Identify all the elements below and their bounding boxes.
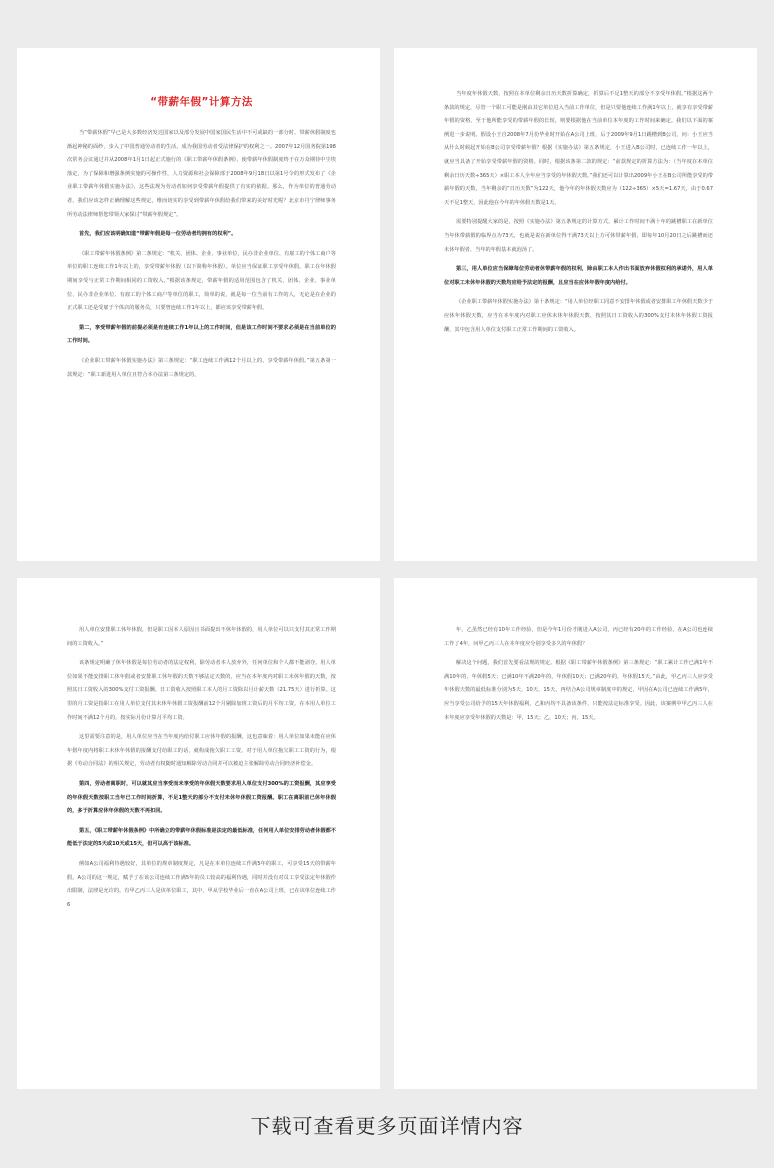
body-paragraph: 当年度年休假天数，按照在本单位剩余日历天数折算确定，折算后不足1整天的部分不享受年休假。”根据这两个条款的规定，尽管一个职工可能是刚由其它单位进入当前工作单位，但是只要他连续工作满1年以上，就享有享受带薪年假的资格。至于他所能享受的带薪年假的长短，则要根据他在当前单位本年度的工作时间来确定。我们以下面的案例进一步说明。假设小王自2008年7月份毕业时开始在A公司上班，后于2009年9月1日跳槽到B公司，问：小王应当从什么时候起开始在B公司享受带薪年假？根据《实施办法》第五条规定，小王进入B公司时，已连续工作一年以上，就应当具备了开始享受带薪年假的资格。同时，根据该条第二款的规定：“前款规定的折算方法为：（当年度在本单位剩余日历天数÷365天）×职工本人全年应当享受的年休假天数。”我们还可以计算出2009年小王在B公司所能享受的带薪年假的天数，当年剩余的“日历天数”为122天，他今年的年休假天数应为（122÷365）×5天=1.67天，由于0.67天不足1整天，因此他在今年的年休假天数是1天。 — [444, 91, 713, 206]
document-page-1 — [17, 48, 380, 561]
document-page-4 — [394, 578, 757, 1089]
section-heading: 第二，享受带薪年假的前提必须是有连续工作1年以上的工作时间，但是该工作时间不要求必须是在当前单位的工作时间。 — [67, 324, 336, 345]
body-paragraph: 该条规定明确了休年休假是每位劳动者的法定权利，除劳动者本人放弃外，任何单位和个人都不能剥夺。用人单位如果不能安排职工休年假或者安排职工休年假的天数不够法定天数的，应当在本年度内对职工未休年假的天数，按照其日工资收入的300%支付工资报酬。日工资收入按照职工本人的月工资除以月计薪天数（21.75天）进行折算。这里的月工资是指职工在用人单位支付其未休年休假工资报酬前12个月剔除加班工资后的月平均工资。在本用人单位工作时间不满12个月的，按实际月份计算月平均工资。 — [67, 660, 336, 721]
body-paragraph: 《企业职工带薪年休假实施办法》第十条规定：“用人单位经职工同意不安排年休假或者安排职工年休假天数少于应休年休假天数，应当在本年度内对职工应休未休年休假天数，按照其日工资收入的300%支付未休年休假工资报酬，其中包含用人单位支付职工正常工作期间的工资收入。 — [444, 299, 713, 333]
body-paragraph: 年，乙虽然已经有10年工作经验，但是今年1月份才刚进入A公司，丙已经有20年的工作经验，在A公司也连续工作了4年，问甲乙丙三人在本年度应分别享受多久的年休假？ — [444, 627, 713, 647]
body-paragraph: 当“带薪休假”早已是大多数经济发达国家以及部分发展中国家国民生活中不可或缺的一部分时，带薪休假制度也渐起神秘的面纱，步入了中国普通劳动者的生活。成为我国劳动者受法律保护的权利之一。2007年12月国务院第198次常务会议通过并从2008年1月1日起正式施行的《职工带薪年休假条例》，使带薪年休假制度终于在万众期待中尘埃落定，为了保障和增强条例实施的可操作性，人力资源和社会保障部于2008年9月18日以第1号令的形式发布了《企业职工带薪年休假实施办法》，这些法规为劳动者如何享受带薪年假提供了有实的依据。那么，作为单位的普通劳动者，我们应该怎样正确理解这些规定，维而切实的享受到带薪年休假给我们带来的美好时光呢？北京市丹宁律师事务所劳动法律师帮您带领大家探讨“带薪年假规定”。 — [67, 130, 336, 218]
download-more-caption[interactable]: 下载可查看更多页面详情内容 — [250, 1114, 524, 1138]
body-paragraph: 《职工带薪年休假条例》第二条规定：“机关、团体、企业、事业单位、民办非企业单位、有雇工的个体工商户等单位的职工连续工作1年以上的，享受带薪年休假（以下简称年休假）。单位应当保证职工享受年休假。职工在年休假期间享受与正常工作期间相同的工资收入。”根据该条规定，带薪年假的适用范围包含了机关、团体、企业、事业单位、民办非企业单位、有雇工的个体工商户等单位的职工，简单的说，就是每一位当前有工作的人，无论是在企业的正式职工还是受雇于个体店的服务员，只要曾连续工作1年以上，都应该享受带薪年假。 — [67, 250, 336, 312]
document-page-2 — [394, 48, 757, 561]
section-heading: 第三，用人单位应当保障每位劳动者休带薪年假的权利，除由职工本人作出书面放弃休假权利的承诺外，用人单位对职工未休年休假的天数均应给予法定的报酬，且应当在应休年假年度内给付。 — [444, 266, 713, 286]
section-heading: 第五，《职工带薪年休假条例》中所确立的带薪年休假标准是法定的最低标准，任何用人单位安排劳动者休假都不能低于法定的5天或10天或15天，但可以高于该标准。 — [67, 827, 336, 848]
section-heading: 首先，我们应该明确知道“带薪年假是每一位劳动者均拥有的权利”。 — [79, 231, 237, 238]
body-paragraph: 《企业职工带薪年休假实施办法》第三条规定：“职工连续工作满12个月以上的，享受带薪年休假。”第五条第一款规定：“职工新进用人单位且符合本办法第三条规定的， — [67, 357, 336, 378]
document-title: “带薪年假”计算方法 — [150, 96, 253, 108]
body-paragraph: 解决这个问题，我们首先要看法规的规定。根据《职工带薪年休假条例》第三条规定：“职工累计工作已满1年不满10年的，年休假5天；已满10年不满20年的，年休假10天；已满20年的，年休假15天。”由此，甲乙丙三人应享受年休假天数的最低标准分别为5天、10天、15天，再结合A公司规章制度中的规定，甲因在A公司已连续工作满5年，应当享受公司给予的15天年休假福利，乙和丙均不具备该条件，只能按法定标准享受。因此，该案例中甲乙丙三人在本年度应享受年休假的天数是：甲，15天；乙，10天；丙，15天。 — [444, 660, 713, 721]
page-4-body — [444, 624, 713, 725]
body-paragraph: 例如A公司福利待遇较好，其单位的规章制度规定，凡是在本单位连续工作满5年的职工，可享受15天的带薪年假。A公司的这一规定，赋予了在该公司连续工作满5年的员工较高的福利待遇，同时并没有对员工享受法定年休假作出限制，法律是允许的。有甲乙丙三人是该单位职工，其中，甲从学校毕业后一直在A公司上班，已在该单位连续工作6 — [67, 860, 336, 908]
document-page-3 — [17, 578, 380, 1089]
page-3-body — [67, 624, 336, 912]
page-2-body — [444, 88, 713, 337]
body-paragraph: 需要特别提醒大家的是，按照《实施办法》第五条规定的计算方式，累计工作时间不满十年的跳槽职工在新单位当年休带薪假的临界点为73天，也就是说在新单位得干满73天以上方可休带薪年假，即每年10月20日之后跳槽而还未休年假者，当年的年假基本就泡汤了。 — [444, 219, 713, 253]
body-paragraph: 用人单位安排职工休年休假，但是职工因本人原因且书面提出不休年休假的，用人单位可以只支付其正常工作期间的工资收入。” — [67, 627, 336, 647]
page-1-body — [67, 127, 336, 382]
section-heading: 第四，劳动者离职时，可以就其应当享受而未享受的年休假天数要求用人单位支付300%的工资报酬，其应享受的年休假天数按职工当年已工作时间折算，不足1整天的部分不支付未休年休假工资报酬。职工在离职前已休年休假的，多于折算应休年休假的天数不再扣回。 — [67, 780, 336, 815]
body-paragraph: 这里需要注意的是，用人单位应当在当年度内给付职工应休年假的报酬，这也意味着：用人单位如果未能在应休年假年度内将职工未休年休假的报酬支付给职工的话，就构成拖欠职工工资。对于用人单位拖欠职工工资的行为，根据《劳动合同法》的相关规定，劳动者有权随时通知解除劳动合同并可以被迫主张解除劳动合同经济补偿金。 — [67, 734, 336, 768]
